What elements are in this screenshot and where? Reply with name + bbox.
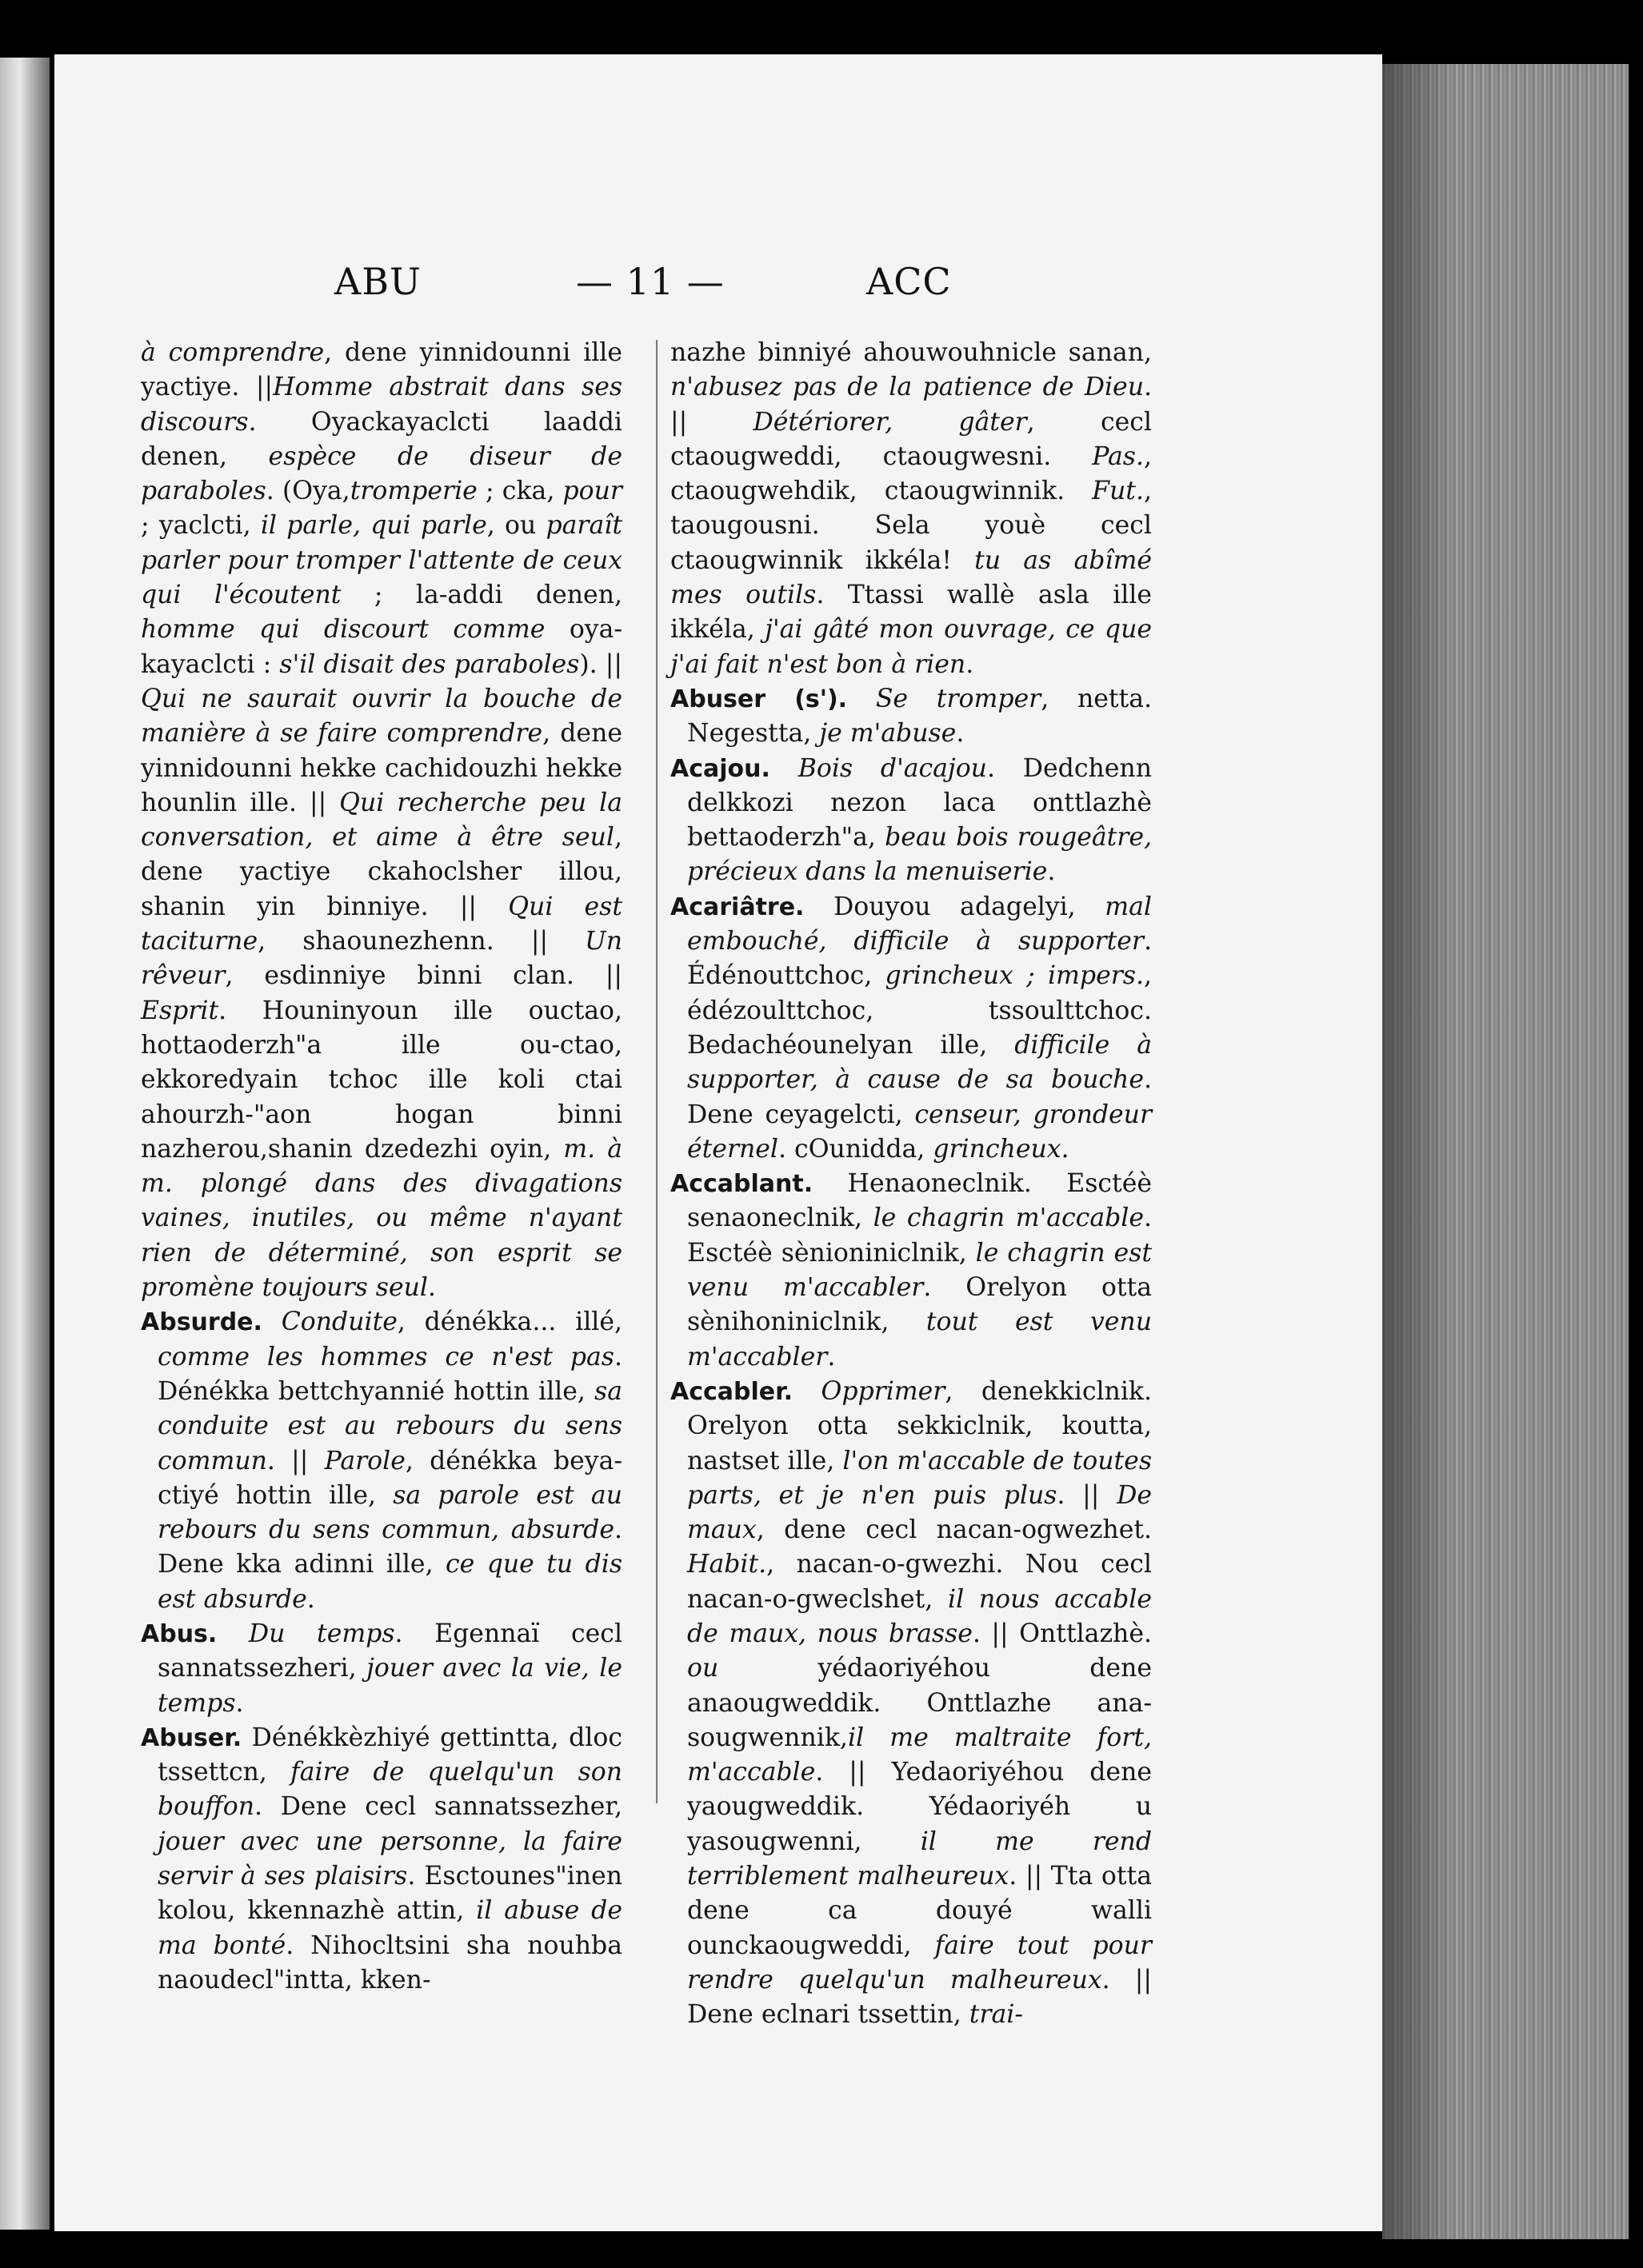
entry-text: c bbox=[559, 1030, 574, 1060]
gloss-text: espèce de diseur de paraboles bbox=[141, 441, 622, 506]
entry-text: , esdinniye binni bbox=[225, 961, 514, 991]
entry-text: c bbox=[776, 2000, 791, 2030]
entry-text: lnik. Es bbox=[976, 1169, 1098, 1199]
entry-text: l bbox=[214, 649, 223, 679]
gloss-text: Détériorer, gâter bbox=[753, 407, 1027, 437]
entry-text: c bbox=[1129, 996, 1144, 1025]
entry-text: c bbox=[848, 1584, 863, 1614]
dictionary-entry bbox=[670, 682, 1152, 752]
gloss-text: Fut. bbox=[1092, 477, 1144, 506]
entry-text: , tssoulttcho bbox=[865, 996, 1130, 1025]
gloss-text: tout est venu m'accabler bbox=[687, 1308, 1152, 1372]
entry-text: . Dene bbox=[687, 1065, 1152, 1129]
gloss-text: grincheux bbox=[933, 1134, 1061, 1164]
entry-text: c bbox=[897, 1238, 912, 1268]
entry-text: , bbox=[1026, 407, 1101, 437]
gloss-text: je m'abuse bbox=[819, 719, 957, 749]
entry-text: c bbox=[963, 1412, 977, 1441]
entry-text: c bbox=[882, 441, 897, 471]
entry-text: c bbox=[865, 1515, 880, 1545]
entry-text: c bbox=[513, 961, 527, 991]
gloss-text: s'il disait des paraboles bbox=[279, 649, 580, 679]
entry-text: le sanan, bbox=[1033, 338, 1152, 367]
entry-text: ; la-addi denen, bbox=[341, 581, 622, 610]
gloss-text: le chagrin est venu m'accabler bbox=[687, 1238, 1152, 1303]
entry-text: c bbox=[670, 545, 685, 575]
entry-text: . bbox=[778, 1134, 795, 1164]
gloss-text: ou bbox=[687, 1654, 719, 1683]
entry-text: , dene yinnidounni ille ya bbox=[141, 338, 622, 402]
entry-text: , dene ya bbox=[141, 823, 622, 887]
entry-text: . Oya bbox=[248, 407, 362, 437]
entry-text: c bbox=[170, 373, 185, 402]
entry-text: ti : bbox=[236, 649, 280, 679]
entry-text: lan. || bbox=[526, 961, 622, 991]
entry-text: e bbox=[1114, 1550, 1130, 1579]
entry-text: c bbox=[718, 1584, 733, 1614]
entry-text: . bbox=[965, 649, 974, 679]
entry-text: . || Yedaoriyéhou dene yaougweddik. Yédaoriyéh u yasougwenni, bbox=[687, 1758, 1152, 1856]
entry-text bbox=[770, 754, 798, 783]
entry-text: , dénékka beya- bbox=[405, 1446, 622, 1475]
headword: Accablant. bbox=[670, 1170, 814, 1199]
headword: Abuser (s'). bbox=[670, 685, 848, 713]
entry-text: c bbox=[570, 1619, 586, 1648]
gloss-text: Parole bbox=[324, 1446, 406, 1475]
entry-text: c bbox=[670, 441, 685, 471]
entry-text: . Egennaï bbox=[394, 1619, 571, 1648]
entry-text: . Dedchenn delkkozi nezon la bbox=[687, 753, 1152, 817]
entry-text: c bbox=[384, 1065, 398, 1095]
entry-text: nazhe binniyé ahouwouhni bbox=[670, 338, 1020, 367]
entry-text: . Édénouttcho bbox=[687, 927, 1152, 991]
gloss-text: il nous accable de maux, nous brasse bbox=[687, 1584, 1152, 1648]
entry-text: . (Oya, bbox=[266, 477, 350, 506]
entry-text: . Dénékka bettchyannié hottin ille, bbox=[158, 1342, 622, 1406]
entry-text: c bbox=[718, 1238, 733, 1268]
entry-text: yédaoriyéhou dene anaougweddik. Onttlazhe ana-sougwennik, bbox=[687, 1654, 1152, 1752]
entry-text: c bbox=[1129, 407, 1144, 437]
entry-text: l bbox=[1143, 511, 1152, 541]
entry-continuation bbox=[670, 336, 1152, 682]
entry-text: c bbox=[1019, 338, 1034, 367]
entry-text: c bbox=[967, 1515, 982, 1545]
entry-text: tiye. || bbox=[184, 373, 274, 402]
gloss-text: faire de quelqu'un son bouffon bbox=[158, 1758, 622, 1822]
entry-text: l bbox=[202, 511, 211, 541]
entry-text: c bbox=[608, 1723, 622, 1752]
entry-text: lnik, bbox=[806, 1204, 873, 1233]
entry-text: ; ya bbox=[141, 511, 189, 541]
entry-text: tiyé hottin ille, bbox=[171, 1480, 394, 1510]
entry-text: e bbox=[1114, 407, 1130, 437]
entry-text: c bbox=[372, 1931, 386, 1960]
entry-text: c bbox=[559, 996, 574, 1025]
gloss-text: à comprendre bbox=[141, 338, 325, 367]
entry-text: c bbox=[961, 1169, 977, 1199]
dictionary-entry bbox=[670, 1167, 1152, 1375]
entry-text: ti laaddi denen, bbox=[141, 407, 622, 471]
entry-text: c bbox=[269, 857, 284, 887]
entry-text: kaougweddi, bbox=[749, 1931, 935, 1960]
entry-text: tai ahourzh-"aon hogan binni nazherou,shanin dzedezhi oyin, bbox=[141, 1065, 622, 1164]
entry-text: Ounidda, bbox=[808, 1134, 933, 1164]
entry-text: . || bbox=[266, 1446, 325, 1475]
entry-text: c bbox=[862, 1100, 877, 1129]
headword: Abuser. bbox=[141, 1723, 242, 1752]
entry-text: c bbox=[457, 407, 471, 437]
entry-text: c bbox=[1129, 1550, 1144, 1579]
gloss-text: sa conduite est au rebours du sens commun bbox=[158, 1376, 622, 1475]
gloss-text: grincheux ; impers. bbox=[885, 961, 1144, 991]
running-head-right: ACC bbox=[866, 260, 952, 303]
entry-text: Douyou adagelyi, bbox=[804, 892, 1105, 921]
gloss-text: Qui recherche peu la conversation, et aime à être seul bbox=[141, 788, 623, 852]
entry-text: lnari tssettin, bbox=[790, 2000, 969, 2030]
entry-text: c bbox=[210, 511, 225, 541]
entry-text: c bbox=[1100, 1550, 1115, 1579]
entry-text: tao, hottaoderzh"a ille ou- bbox=[141, 996, 622, 1060]
gloss-text: pour bbox=[562, 477, 622, 506]
entry-text: c bbox=[792, 1204, 807, 1233]
entry-text: lsher illou, shanin yin binniye. || bbox=[141, 857, 622, 921]
entry-text: taougweddi, bbox=[684, 441, 883, 471]
entry-text: lnik. Orelyon otta sekki bbox=[687, 1376, 1153, 1441]
gloss-text: De maux bbox=[687, 1480, 1153, 1545]
gloss-text: comme les hommes ce n'est pas bbox=[158, 1342, 614, 1372]
entry-text: . || Dene e bbox=[687, 1965, 1152, 2030]
headword: Acajou. bbox=[670, 754, 770, 783]
entry-text bbox=[793, 1377, 821, 1406]
entry-text: lnik, koutta, nastset ille, bbox=[687, 1412, 1152, 1475]
entry-text: , bbox=[864, 961, 885, 991]
entry-text: , dene bbox=[756, 1515, 866, 1545]
entry-text: c bbox=[734, 1931, 750, 1960]
entry-text: l sannatssezheri, bbox=[158, 1619, 623, 1683]
entry-text: . || bbox=[1057, 1480, 1117, 1510]
entry-text: c bbox=[188, 511, 203, 541]
entry-text: ti, bbox=[224, 511, 261, 541]
entry-text: eyagel bbox=[779, 1100, 863, 1129]
headword: Abus. bbox=[141, 1619, 218, 1648]
entry-text bbox=[217, 1619, 249, 1648]
entry-text: achidouzhi hekke hounlin ille. || bbox=[141, 753, 623, 817]
left-column bbox=[141, 336, 622, 1998]
entry-text: , shaounezhenn. || bbox=[258, 927, 586, 956]
entry-text: c bbox=[1097, 1169, 1113, 1199]
entry-text: , dene yinnidounni hekke bbox=[141, 719, 622, 783]
entry-text: an-o-gwezhi. Nou bbox=[841, 1550, 1101, 1579]
gloss-text: Bois d'acajou bbox=[798, 753, 987, 783]
entry-text: taougwinnik. bbox=[898, 477, 1093, 506]
gloss-text: Qui est taciturne bbox=[141, 892, 623, 956]
gloss-text: Conduite bbox=[281, 1308, 398, 1337]
gloss-text: il parle, qui parle bbox=[260, 511, 487, 541]
entry-text: c bbox=[385, 753, 399, 783]
gloss-text: homme qui discourt comme bbox=[141, 615, 546, 645]
entry-text: c bbox=[1100, 511, 1115, 541]
entry-text: . Houninyoun ille ou bbox=[218, 996, 560, 1025]
entry-text: lnik, bbox=[911, 1238, 976, 1268]
entry-text: l bbox=[449, 407, 458, 437]
entry-text: Henaone bbox=[813, 1169, 962, 1199]
entry-text: . bbox=[306, 1584, 315, 1614]
entry-text: . Bedachéounelyan ille, bbox=[687, 996, 1152, 1060]
entry-text: tao, ekkoredyain tcho bbox=[141, 1030, 622, 1095]
entry-text: e bbox=[585, 1619, 601, 1648]
page-gutter-shadow bbox=[1382, 64, 1454, 2239]
entry-text: c bbox=[794, 1134, 809, 1164]
entry-text: ; bbox=[477, 477, 502, 506]
entry-text: e bbox=[879, 1515, 895, 1545]
entry-text: , dénékka... illé, bbox=[397, 1308, 622, 1337]
entry-text: . bbox=[427, 1273, 436, 1303]
entry-text: an-ogwezhet. bbox=[981, 1515, 1153, 1545]
entry-text: , denekki bbox=[945, 1376, 1082, 1406]
entry-text: . || bbox=[670, 373, 1152, 437]
gloss-text: Pas. bbox=[1092, 441, 1144, 471]
entry-text: c bbox=[849, 961, 865, 991]
dictionary-entry bbox=[670, 752, 1152, 890]
gloss-text: il abuse de ma bonté bbox=[158, 1896, 622, 1960]
gloss-text: tu as abîmé mes outils bbox=[670, 545, 1153, 610]
entry-text: c bbox=[251, 1965, 266, 1994]
entry-text: c bbox=[365, 1792, 379, 1822]
entry-text: . bbox=[1047, 857, 1056, 887]
entry-text: . || Tta otta dene bbox=[687, 1862, 1152, 1926]
gloss-text: Du temps bbox=[248, 1619, 395, 1648]
gloss-text: n'abusez pas de la patience de Dieu bbox=[670, 373, 1144, 402]
entry-text: c bbox=[884, 477, 899, 506]
entry-text: ltsini sha nouhba naoude bbox=[158, 1931, 622, 1994]
entry-text: téè sènionini bbox=[732, 1238, 897, 1268]
dictionary-entry bbox=[141, 1617, 622, 1721]
gloss-text: Opprimer bbox=[821, 1376, 945, 1406]
entry-text: taougwesni. bbox=[897, 441, 1093, 471]
entry-text: c bbox=[434, 407, 450, 437]
entry-text: c bbox=[361, 407, 375, 437]
entry-text: c bbox=[966, 788, 981, 817]
entry-text: . bbox=[235, 1688, 244, 1718]
entry-text: . bbox=[956, 719, 965, 749]
entry-text: . Dene kka adinni ille, bbox=[158, 1515, 622, 1579]
entry-text: oya-kaya bbox=[141, 615, 623, 679]
gloss-text: trai- bbox=[969, 2000, 1023, 2030]
entry-text bbox=[262, 1308, 282, 1336]
entry-text: e bbox=[1114, 511, 1130, 541]
entry-text: e bbox=[378, 1792, 394, 1822]
entry-text: , netta. Negestta, bbox=[687, 684, 1152, 749]
entry-text: an-o-gwe bbox=[732, 1584, 849, 1614]
entry-text: . Niho bbox=[286, 1931, 373, 1960]
entry-text: c bbox=[894, 1515, 909, 1545]
entry-text: tounes"inen kolou, kkennazhè attin, bbox=[158, 1862, 623, 1926]
entry-text: c bbox=[394, 1792, 409, 1822]
entry-text: ti, bbox=[876, 1100, 915, 1129]
entry-text: , édézoulttcho bbox=[687, 961, 1152, 1025]
entry-text: kaho bbox=[382, 857, 444, 887]
gloss-text: il me rend terriblement malheureux bbox=[687, 1827, 1153, 1891]
gloss-text: Se tromper bbox=[875, 684, 1041, 713]
entry-text: c bbox=[827, 1550, 842, 1579]
gloss-text: m. à m. plongé dans des divagations vaines, inutiles, ou même n'ayant rien de déterminé, son esprit se promène toujours seul bbox=[141, 1134, 622, 1303]
entry-text: c bbox=[367, 857, 382, 887]
entry-text: c bbox=[851, 996, 866, 1025]
entry-text: l na bbox=[909, 1515, 968, 1545]
gloss-text: Un rêveur bbox=[141, 927, 622, 991]
entry-text: , bbox=[1144, 441, 1153, 471]
gloss-text: Habit. bbox=[687, 1550, 767, 1579]
entry-text: ka, bbox=[516, 477, 563, 506]
entry-text: . Orelyon otta sènihonini bbox=[687, 1273, 1152, 1337]
entry-text: téè senaone bbox=[687, 1169, 1152, 1233]
entry-text: , ou bbox=[486, 511, 546, 541]
entry-text: c bbox=[222, 649, 237, 679]
dictionary-entry bbox=[141, 1305, 622, 1617]
right-column bbox=[670, 336, 1152, 2033]
gloss-text: Homme abstrait dans ses discours bbox=[141, 373, 623, 437]
gloss-text: faire tout pour rendre quelqu'un malheureux bbox=[687, 1931, 1152, 1994]
entry-text: lnik, bbox=[833, 1308, 926, 1337]
gloss-text: jouer avec la vie, le temps bbox=[158, 1654, 622, 1718]
entry-text: . Dene bbox=[254, 1792, 366, 1822]
entry-text: . bbox=[1061, 1134, 1069, 1164]
page-number: — 11 — bbox=[576, 260, 725, 303]
entry-text: kaya bbox=[374, 407, 435, 437]
entry-text: taougwinnik ikkéla! bbox=[684, 545, 975, 575]
entry-text bbox=[847, 685, 876, 713]
running-head-left: ABU bbox=[334, 260, 422, 303]
entry-text: c bbox=[200, 649, 215, 679]
entry-text: c bbox=[502, 477, 517, 506]
entry-text: . Es bbox=[407, 1862, 456, 1891]
entry-text: c bbox=[765, 1100, 780, 1129]
entry-text: a douyé walli oun bbox=[687, 1896, 1152, 1960]
gloss-text: le chagrin m'accable bbox=[873, 1204, 1144, 1233]
entry-continuation bbox=[141, 336, 622, 1305]
gloss-text: j'ai gâté mon ouvrage, ce que j'ai fait n'est bon à rien bbox=[670, 615, 1152, 679]
entry-text: a onttlazhè bettaoderzh"a, bbox=[687, 788, 1152, 852]
entry-text: l bbox=[1143, 407, 1152, 437]
entry-text: c bbox=[455, 1862, 470, 1891]
gloss-text: mal embouché, difficile à supporter bbox=[687, 892, 1152, 956]
gloss-text: tromperie bbox=[350, 477, 478, 506]
column-divider bbox=[656, 340, 658, 1803]
dictionary-entry bbox=[670, 1375, 1152, 2033]
gloss-text: difficile à supporter, à cause de sa bouche bbox=[687, 1030, 1152, 1095]
headword: Absurde. bbox=[141, 1308, 262, 1337]
entry-text: c bbox=[1081, 1376, 1097, 1406]
entry-text: . Ttassi wallè asla ille ikkéla, bbox=[670, 581, 1152, 645]
entry-text: c bbox=[574, 1065, 590, 1095]
entry-text: lshet, bbox=[862, 1584, 949, 1614]
entry-text: ). || bbox=[579, 649, 623, 679]
gloss-text: censeur, grondeur éternel bbox=[687, 1100, 1153, 1164]
gloss-text: jouer avec une personne, la faire servir à ses plaisirs bbox=[158, 1827, 622, 1891]
entry-text: . || Onttlazhè. bbox=[972, 1619, 1152, 1648]
entry-text: tssett bbox=[158, 1758, 229, 1787]
gloss-text: ce que tu dis est absurde bbox=[158, 1550, 622, 1614]
entry-text: . bbox=[827, 1342, 836, 1372]
entry-text: c bbox=[600, 1619, 614, 1648]
headword: Acariâtre. bbox=[670, 892, 805, 921]
entry-text: n, bbox=[242, 1758, 291, 1787]
entry-text: c bbox=[819, 1308, 833, 1337]
gloss-text: beau bois rougeâtre, précieux dans la menuiserie bbox=[687, 823, 1152, 887]
dictionary-entry bbox=[670, 890, 1152, 1167]
entry-text: c bbox=[443, 857, 458, 887]
entry-text: c bbox=[670, 477, 685, 506]
entry-text: , na bbox=[766, 1550, 828, 1579]
entry-text: c bbox=[1129, 511, 1144, 541]
entry-text: , taougousni. Sela youè bbox=[670, 477, 1152, 541]
entry-text: tiye bbox=[283, 857, 368, 887]
left-page-edge bbox=[0, 58, 50, 2230]
gloss-text: il me maltraite fort, m'accable bbox=[687, 1723, 1152, 1787]
entry-text: ille koli bbox=[398, 1065, 575, 1095]
gloss-text: l'on m'accable de toutes parts, et je n'en puis plus bbox=[687, 1446, 1152, 1510]
entry-text: Dénékkèzhiyé gettintta, dlo bbox=[242, 1723, 609, 1752]
entry-text: . Es bbox=[687, 1204, 1152, 1268]
entry-text: c bbox=[828, 1896, 842, 1926]
gloss-text: sa parole est au rebours du sens commun, absurde bbox=[158, 1480, 622, 1545]
entry-text: l na bbox=[687, 1550, 1152, 1614]
gloss-text: Qui ne saurait ouvrir la bouche de manière à se faire comprendre bbox=[141, 684, 622, 749]
entry-text: l sannatssezher, bbox=[408, 1792, 622, 1822]
entry-text: l"intta, kken- bbox=[265, 1965, 431, 1994]
entry-text: c bbox=[158, 1480, 172, 1510]
dictionary-entry bbox=[141, 1721, 622, 1998]
entry-text: c bbox=[1100, 407, 1115, 437]
headword: Accabler. bbox=[670, 1377, 794, 1406]
gloss-text: Esprit bbox=[141, 996, 219, 1025]
gloss-text: paraît parler pour tromper l'attente de ceux qui l'écoutent bbox=[141, 511, 622, 610]
entry-text: c bbox=[228, 1758, 243, 1787]
entry-text: taougwehdik, bbox=[684, 477, 885, 506]
